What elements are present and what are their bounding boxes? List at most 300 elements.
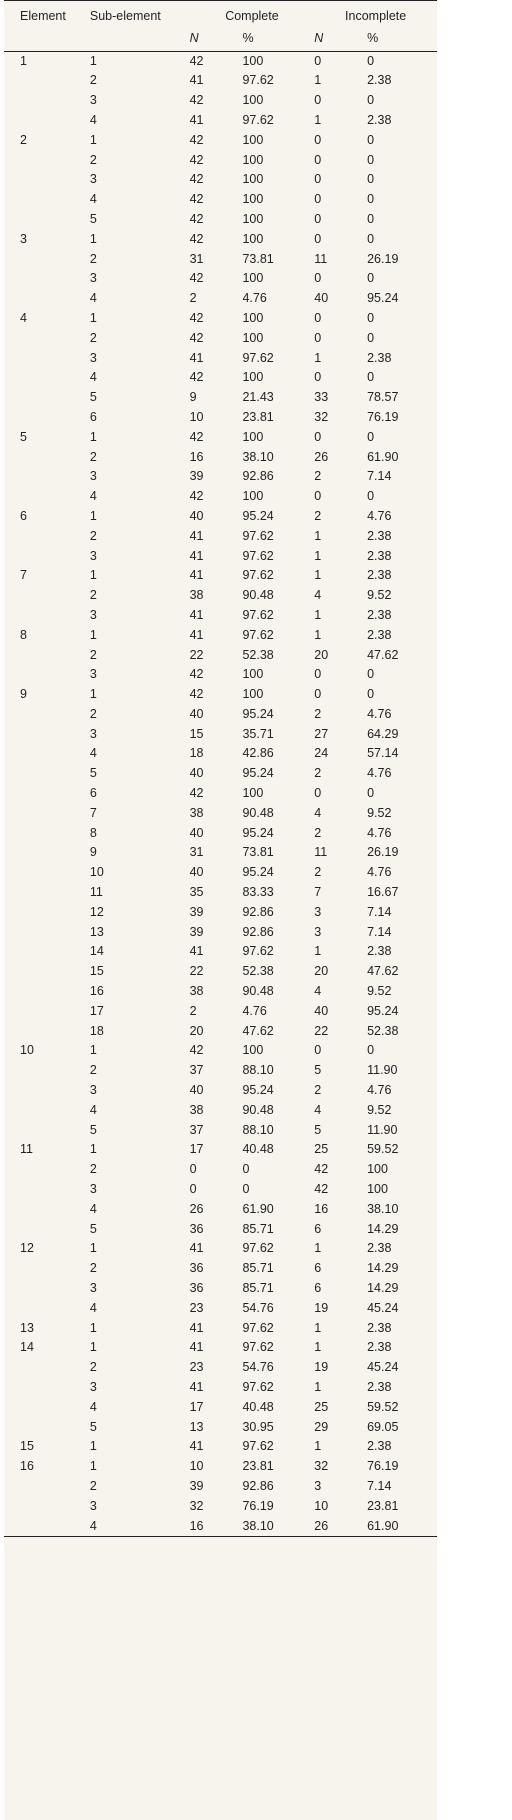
element-cell: [4, 91, 90, 111]
complete-pct-cell: 85.71: [242, 1221, 274, 1236]
element-cell: [4, 408, 90, 428]
sub-element-cell: 2: [89, 449, 97, 464]
complete-pct-cell: 90.48: [242, 588, 274, 603]
incomplete-n-cell: 2: [314, 469, 322, 484]
element-cell: [4, 1220, 90, 1240]
sub-element-cell: 3: [89, 667, 97, 682]
incomplete-pct-cell: 2.38: [367, 1439, 392, 1454]
incomplete-n-cell: 29: [314, 1419, 329, 1434]
element-cell: [4, 329, 90, 349]
complete-pct-cell: 21.43: [242, 390, 274, 405]
element-cell: [4, 269, 90, 289]
sub-element-cell: 5: [89, 1221, 97, 1236]
sub-element-cell: 6: [89, 409, 97, 424]
complete-pct-cell: 38.10: [242, 1517, 314, 1537]
element-cell: [4, 1081, 90, 1101]
element-cell: [4, 151, 90, 171]
complete-pct-cell: 100: [242, 667, 264, 682]
incomplete-n-cell: 2: [314, 825, 322, 840]
complete-n-cell: 16: [189, 449, 204, 464]
incomplete-n-cell: 1: [314, 350, 322, 365]
complete-n-cell: 41: [189, 1241, 204, 1256]
sub-element-cell: 3: [89, 1498, 97, 1513]
element-cell: 16: [20, 1459, 34, 1474]
complete-pct-cell: 30.95: [242, 1419, 274, 1434]
incomplete-pct-cell: 64.29: [367, 726, 399, 741]
element-cell: 7: [20, 568, 27, 583]
complete-n-cell: 38: [189, 588, 204, 603]
complete-pct-cell: 40.48: [242, 1399, 274, 1414]
sub-element-cell: 3: [89, 172, 97, 187]
table-row: [4, 764, 437, 784]
sub-element-cell: 15: [89, 964, 104, 979]
complete-n-cell: 42: [189, 192, 204, 207]
sub-element-cell: 3: [89, 726, 97, 741]
incomplete-n-cell: 6: [314, 1281, 322, 1295]
incomplete-n-cell: 4: [314, 984, 322, 999]
complete-pct-cell: 100: [242, 231, 264, 246]
complete-pct-cell: 97.62: [242, 73, 274, 88]
complete-n-cell: 35: [189, 885, 204, 900]
incomplete-pct-cell: 0: [367, 211, 375, 226]
header-complete-n: N: [190, 27, 243, 51]
element-cell: [4, 804, 90, 824]
complete-n-cell: 40: [189, 766, 204, 781]
sub-element-cell: 8: [89, 825, 97, 840]
sub-element-cell: 2: [89, 1478, 97, 1493]
header-element: Element: [4, 1, 90, 52]
incomplete-n-cell: 0: [314, 370, 322, 385]
complete-pct-cell: 100: [242, 152, 264, 167]
sub-element-cell: 4: [89, 112, 97, 127]
incomplete-pct-cell: 0: [367, 132, 375, 147]
sub-element-cell: 10: [89, 865, 104, 880]
incomplete-pct-cell: 0: [367, 429, 375, 444]
sub-element-cell: 17: [89, 1003, 104, 1018]
sub-element-cell: 9: [89, 845, 97, 860]
sub-element-cell: 4: [89, 192, 97, 207]
incomplete-n-cell: 19: [314, 1360, 329, 1375]
incomplete-pct-cell: 2.38: [367, 73, 392, 88]
incomplete-n-cell: 1: [314, 568, 322, 583]
sub-element-cell: 4: [89, 1201, 97, 1216]
complete-n-cell: 38: [189, 984, 204, 999]
incomplete-n-cell: 27: [314, 726, 329, 741]
table-row: [4, 289, 437, 309]
incomplete-pct-cell: 95.24: [367, 291, 399, 306]
table-row: [4, 626, 437, 646]
incomplete-n-cell: 0: [314, 429, 322, 444]
complete-n-cell: 13: [189, 1419, 204, 1434]
incomplete-pct-cell: 14.29: [367, 1281, 399, 1295]
incomplete-n-cell: 11: [314, 251, 328, 266]
table-row: [4, 1477, 437, 1497]
table-row: [4, 51, 437, 71]
incomplete-n-cell: 0: [314, 231, 322, 246]
table-row: [4, 487, 437, 507]
complete-pct-cell: 85.71: [242, 1281, 274, 1295]
element-cell: [4, 1398, 90, 1418]
incomplete-n-cell: 1: [314, 627, 322, 642]
complete-pct-cell: 23.81: [242, 1459, 274, 1474]
sub-element-cell: 2: [89, 73, 97, 88]
complete-pct-cell: 100: [242, 172, 264, 187]
element-cell: 9: [20, 687, 27, 702]
incomplete-pct-cell: 23.81: [367, 1498, 399, 1513]
complete-n-cell: 40: [189, 865, 204, 880]
sub-element-cell: 4: [89, 1399, 97, 1414]
complete-pct-cell: 100: [242, 132, 264, 147]
complete-pct-cell: 95.24: [242, 508, 274, 523]
complete-pct-cell: 100: [242, 330, 264, 345]
table-row: [4, 448, 437, 468]
incomplete-n-cell: 1: [314, 1379, 322, 1394]
element-cell: 6: [20, 508, 27, 523]
incomplete-pct-cell: 2.38: [367, 607, 392, 622]
complete-pct-cell: 97.62: [242, 1340, 274, 1355]
complete-pct-cell: 95.24: [242, 825, 274, 840]
table-body: [4, 51, 437, 1537]
complete-n-cell: 26: [189, 1201, 204, 1216]
sub-element-cell: 2: [89, 1360, 97, 1375]
table-row: [4, 1160, 437, 1180]
incomplete-pct-cell: 69.05: [367, 1419, 399, 1434]
complete-n-cell: 2: [189, 1003, 197, 1018]
element-cell: [4, 1101, 90, 1121]
sub-element-cell: 3: [89, 469, 97, 484]
complete-n-cell: 40: [189, 1083, 204, 1098]
complete-n-cell: 42: [189, 211, 204, 226]
complete-pct-cell: 100: [242, 192, 264, 207]
incomplete-n-cell: 10: [314, 1498, 329, 1513]
incomplete-pct-cell: 0: [367, 192, 375, 207]
complete-pct-cell: 83.33: [242, 885, 274, 900]
incomplete-n-cell: 1: [314, 548, 322, 563]
element-cell: 15: [20, 1439, 34, 1454]
table-row: [4, 329, 437, 349]
table-row: [4, 428, 437, 448]
sub-element-cell: 2: [89, 1261, 97, 1276]
incomplete-pct-cell: 26.19: [367, 845, 399, 860]
incomplete-pct-cell: 9.52: [367, 984, 392, 999]
incomplete-n-cell: 0: [314, 192, 322, 207]
incomplete-n-cell: 20: [314, 964, 329, 979]
incomplete-pct-cell: 2.38: [367, 1241, 392, 1256]
table-row: [4, 586, 437, 606]
table-row: [4, 685, 437, 705]
sub-element-cell: 3: [89, 93, 97, 108]
incomplete-pct-cell: 76.19: [367, 1459, 399, 1474]
table-row: [4, 1041, 437, 1061]
sub-element-cell: 2: [89, 152, 97, 167]
table-row: [4, 111, 437, 131]
complete-pct-cell: 4.76: [242, 291, 267, 306]
complete-pct-cell: 38.10: [242, 449, 274, 464]
incomplete-n-cell: 2: [314, 706, 322, 721]
element-cell: [4, 467, 90, 487]
incomplete-pct-cell: 7.14: [367, 469, 392, 484]
complete-n-cell: 42: [189, 667, 204, 682]
incomplete-pct-cell: 2.38: [367, 568, 392, 583]
complete-pct-cell: 92.86: [242, 1478, 274, 1493]
element-cell: 4: [20, 310, 27, 325]
sub-element-cell: 3: [89, 1281, 97, 1295]
incomplete-pct-cell: 7.14: [367, 1478, 392, 1493]
table-row: [4, 230, 437, 250]
incomplete-pct-cell: 100: [367, 1182, 388, 1197]
complete-n-cell: 42: [189, 370, 204, 385]
element-cell: [4, 388, 90, 408]
incomplete-n-cell: 6: [314, 1261, 322, 1276]
complete-n-cell: 20: [189, 1023, 204, 1038]
table-row: [4, 507, 437, 527]
incomplete-n-cell: 26: [314, 1517, 367, 1537]
incomplete-pct-cell: 59.52: [367, 1399, 399, 1414]
incomplete-pct-cell: 16.67: [367, 885, 399, 900]
element-cell: [4, 665, 90, 685]
incomplete-n-cell: 33: [314, 390, 329, 405]
complete-n-cell: 39: [189, 904, 204, 919]
complete-n-cell: 17: [189, 1142, 204, 1157]
table-row: [4, 388, 437, 408]
header-complete: Complete: [190, 1, 315, 27]
sub-element-cell: 14: [89, 944, 104, 959]
complete-n-cell: 41: [189, 1340, 204, 1355]
incomplete-pct-cell: 0: [367, 310, 375, 325]
complete-n-cell: 42: [189, 310, 204, 325]
header-row-groups: [4, 1, 437, 27]
sub-element-cell: 4: [89, 370, 97, 385]
table-row: [4, 1239, 437, 1259]
sub-element-cell: 5: [89, 1419, 97, 1434]
element-cell: 12: [20, 1241, 34, 1256]
element-cell: [4, 1358, 90, 1378]
incomplete-n-cell: 20: [314, 647, 329, 662]
complete-n-cell: 38: [189, 1102, 204, 1117]
incomplete-pct-cell: 2.38: [367, 1320, 392, 1335]
complete-pct-cell: 100: [242, 211, 264, 226]
complete-pct-cell: 52.38: [242, 647, 274, 662]
complete-pct-cell: 100: [242, 786, 264, 801]
element-cell: [4, 448, 90, 468]
sub-element-cell: 4: [89, 489, 97, 504]
table-row: [4, 665, 437, 685]
incomplete-pct-cell: 0: [367, 172, 375, 187]
incomplete-n-cell: 1: [314, 528, 322, 543]
table-row: [4, 1398, 437, 1418]
element-cell: [4, 962, 90, 982]
element-cell: [4, 606, 90, 626]
sub-element-cell: 5: [89, 211, 97, 226]
complete-n-cell: 31: [189, 251, 204, 266]
header-sub-element: Sub-element: [90, 1, 190, 52]
table-row: [4, 1180, 437, 1200]
table-row: [4, 1259, 437, 1279]
table-row: [4, 1081, 437, 1101]
incomplete-pct-cell: 0: [367, 1043, 375, 1058]
element-cell: [4, 1477, 90, 1497]
element-cell: [4, 1418, 90, 1438]
complete-pct-cell: 95.24: [242, 1083, 274, 1098]
table-row: [4, 1437, 437, 1457]
table-row: [4, 646, 437, 666]
complete-n-cell: 0: [189, 1162, 197, 1177]
table-row: [4, 1121, 437, 1141]
incomplete-n-cell: 1: [314, 1439, 322, 1454]
complete-pct-cell: 54.76: [242, 1360, 274, 1375]
complete-pct-cell: 100: [242, 687, 264, 702]
element-cell: 10: [20, 1043, 34, 1058]
complete-n-cell: 10: [189, 409, 204, 424]
element-cell: [4, 1022, 90, 1042]
sub-element-cell: 5: [89, 1122, 97, 1137]
sub-element-cell: 5: [89, 390, 97, 405]
complete-pct-cell: 90.48: [242, 984, 274, 999]
incomplete-pct-cell: 2.38: [367, 548, 392, 563]
complete-n-cell: 41: [189, 112, 204, 127]
sub-element-cell: 13: [89, 924, 104, 939]
header-complete-pct: %: [242, 27, 314, 51]
complete-pct-cell: 97.62: [242, 1379, 274, 1394]
sub-element-cell: 1: [89, 310, 97, 325]
table-row: [4, 1002, 437, 1022]
sub-element-cell: 4: [89, 746, 97, 761]
element-cell: 5: [20, 429, 27, 444]
sub-element-cell: 18: [89, 1023, 104, 1038]
sub-element-cell: 1: [89, 1320, 97, 1335]
complete-pct-cell: 100: [242, 93, 264, 108]
table-row: [4, 1319, 437, 1339]
incomplete-pct-cell: 0: [367, 53, 375, 68]
table-row: [4, 883, 437, 903]
complete-n-cell: 41: [189, 350, 204, 365]
incomplete-n-cell: 5: [314, 1122, 322, 1137]
complete-n-cell: 0: [189, 1182, 197, 1197]
sub-element-cell: 4: [89, 1300, 97, 1315]
complete-pct-cell: 97.62: [242, 112, 274, 127]
incomplete-pct-cell: 61.90: [367, 1517, 437, 1537]
sub-element-cell: 1: [89, 1459, 97, 1474]
complete-n-cell: 42: [189, 172, 204, 187]
incomplete-n-cell: 25: [314, 1399, 329, 1414]
incomplete-n-cell: 0: [314, 310, 322, 325]
complete-pct-cell: 23.81: [242, 409, 274, 424]
sub-element-cell: 16: [89, 984, 104, 999]
incomplete-n-cell: 32: [314, 1459, 329, 1474]
element-cell: [4, 1378, 90, 1398]
complete-pct-cell: 97.62: [242, 1439, 274, 1454]
incomplete-pct-cell: 4.76: [367, 825, 392, 840]
sub-element-cell: 3: [89, 1379, 97, 1394]
sub-element-cell: 1: [89, 53, 97, 68]
element-cell: [4, 1517, 90, 1537]
element-cell: [4, 190, 90, 210]
table-row: [4, 71, 437, 91]
incomplete-pct-cell: 2.38: [367, 112, 392, 127]
table-row: [4, 1299, 437, 1319]
incomplete-pct-cell: 78.57: [367, 390, 399, 405]
table-row: [4, 1517, 437, 1537]
element-cell: [4, 586, 90, 606]
element-cell: [4, 547, 90, 567]
table-row: [4, 1418, 437, 1438]
table-row: [4, 151, 437, 171]
incomplete-n-cell: 0: [314, 687, 322, 702]
element-cell: [4, 170, 90, 190]
table-row: [4, 1200, 437, 1220]
element-cell: [4, 1259, 90, 1279]
complete-pct-cell: 90.48: [242, 1102, 274, 1117]
complete-pct-cell: 95.24: [242, 766, 274, 781]
complete-n-cell: 42: [189, 271, 204, 286]
incomplete-n-cell: 2: [314, 508, 322, 523]
complete-pct-cell: 0: [242, 1162, 250, 1177]
incomplete-pct-cell: 95.24: [367, 1003, 399, 1018]
element-cell: [4, 883, 90, 903]
incomplete-n-cell: 2: [314, 865, 322, 880]
incomplete-n-cell: 1: [314, 112, 322, 127]
table-row: [4, 1358, 437, 1378]
complete-pct-cell: 97.62: [242, 627, 274, 642]
incomplete-pct-cell: 11.90: [367, 1122, 398, 1137]
incomplete-pct-cell: 45.24: [367, 1300, 399, 1315]
results-table-container: [4, 0, 437, 1820]
sub-element-cell: 2: [89, 647, 97, 662]
incomplete-n-cell: 22: [314, 1023, 329, 1038]
complete-n-cell: 41: [189, 607, 204, 622]
element-cell: [4, 527, 90, 547]
incomplete-pct-cell: 0: [367, 489, 375, 504]
complete-pct-cell: 100: [242, 310, 264, 325]
complete-n-cell: 39: [189, 924, 204, 939]
complete-n-cell: 42: [189, 1043, 204, 1058]
table-row: [4, 170, 437, 190]
complete-n-cell: 42: [189, 489, 204, 504]
sub-element-cell: 12: [89, 904, 104, 919]
incomplete-n-cell: 4: [314, 588, 322, 603]
complete-n-cell: 37: [189, 1122, 204, 1137]
incomplete-pct-cell: 0: [367, 667, 375, 682]
incomplete-pct-cell: 59.52: [367, 1142, 399, 1157]
incomplete-n-cell: 5: [314, 1063, 322, 1078]
complete-pct-cell: 100: [242, 370, 264, 385]
sub-element-cell: 1: [89, 508, 97, 523]
incomplete-pct-cell: 61.90: [367, 449, 399, 464]
complete-n-cell: 23: [189, 1300, 204, 1315]
header-incomplete-n: N: [314, 27, 367, 51]
element-cell: [4, 824, 90, 844]
incomplete-pct-cell: 47.62: [367, 647, 399, 662]
complete-n-cell: 2: [189, 291, 197, 306]
incomplete-n-cell: 7: [314, 885, 322, 900]
complete-n-cell: 40: [189, 508, 204, 523]
complete-n-cell: 38: [189, 805, 204, 820]
incomplete-n-cell: 3: [314, 924, 322, 939]
table-row: [4, 190, 437, 210]
sub-element-cell: 1: [89, 568, 97, 583]
table-row: [4, 804, 437, 824]
element-cell: [4, 349, 90, 369]
table-row: [4, 547, 437, 567]
table-row: [4, 824, 437, 844]
table-row: [4, 942, 437, 962]
sub-element-cell: 1: [89, 1043, 97, 1058]
element-cell: [4, 1200, 90, 1220]
element-cell: [4, 705, 90, 725]
sub-element-cell: 2: [89, 588, 97, 603]
table-row: [4, 1140, 437, 1160]
table-row: [4, 1378, 437, 1398]
